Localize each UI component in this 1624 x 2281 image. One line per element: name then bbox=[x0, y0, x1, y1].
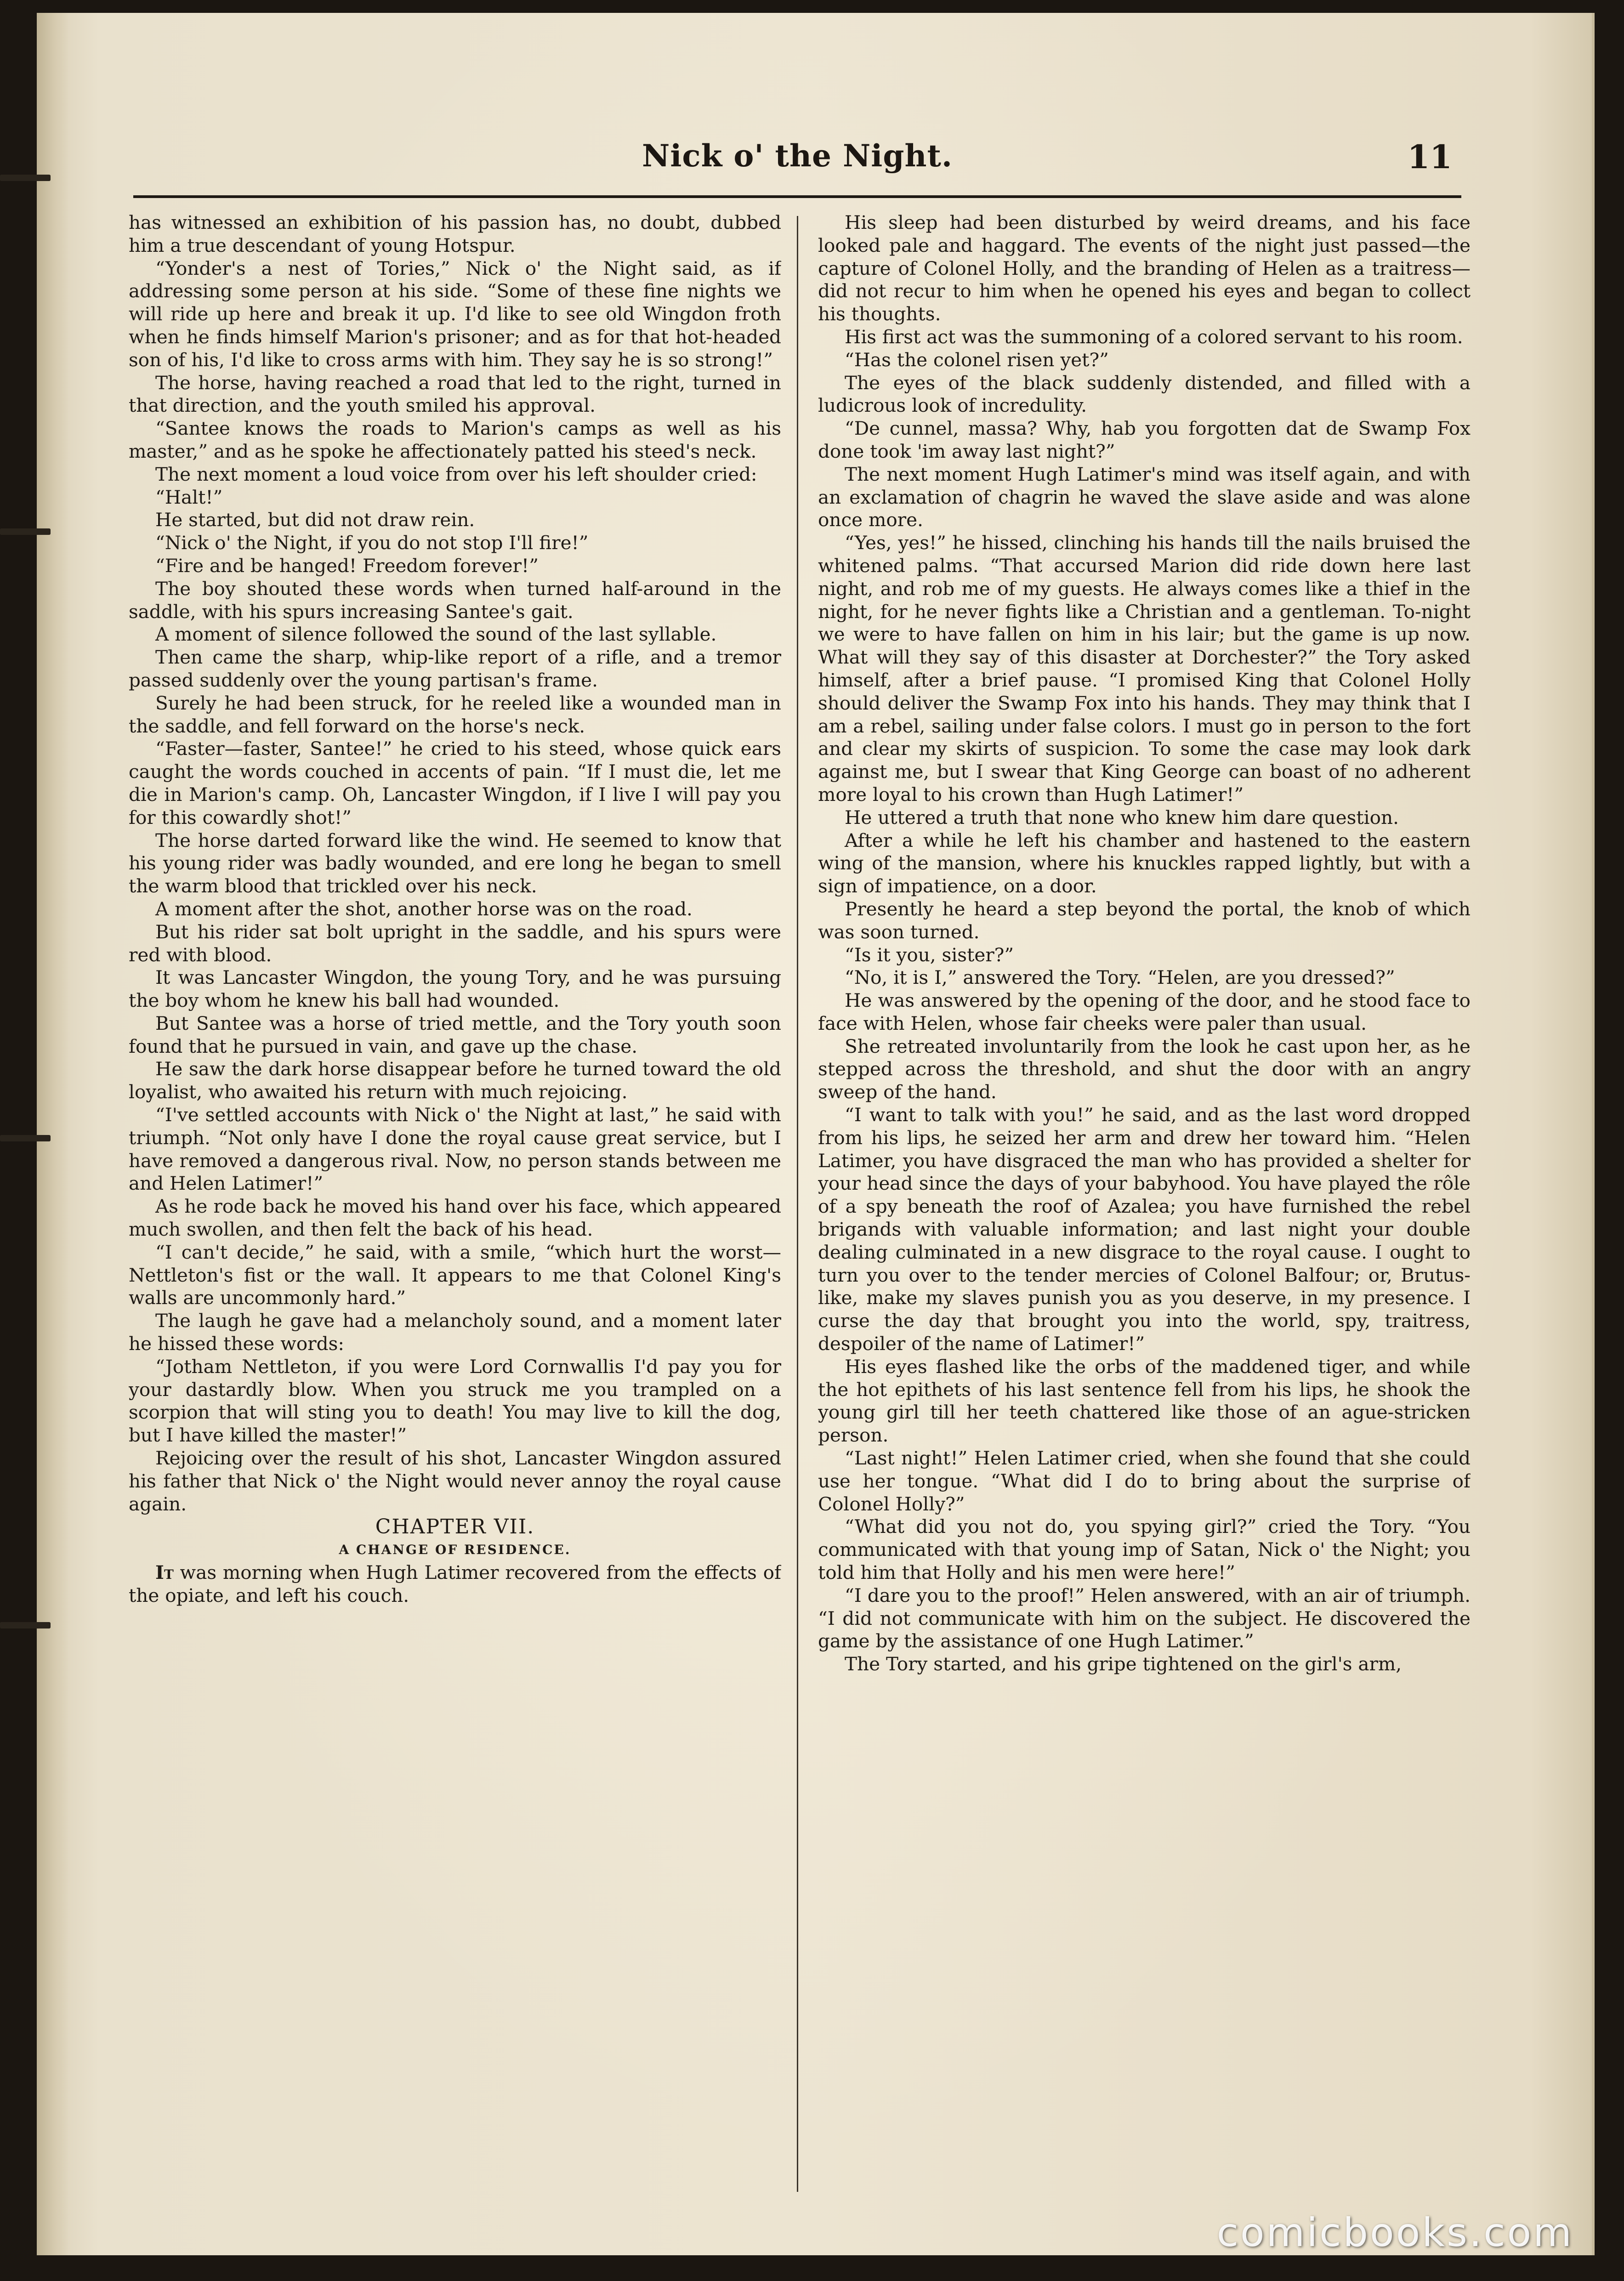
paragraph: “I want to talk with you!” he said, and as the last word dropped from his lips, he seized her arm and drew her toward him. “Helen Latimer, you have disgraced the man who has provided a shelter for your head since the days of your babyhood. You have played the rôle of a spy beneath the roof of Azalea; you have furnished the rebel brigands with valuable information; and last night your double dealing culminated in a new disgrace to the royal cause. I ought to turn you over to the tender mercies of Colonel Balfour; or, Brutus-like, make my slaves punish you as you deserve, in my presence. I curse the day that brought you into the world, spy, traitress, despoiler of the name of Latimer!” bbox=[818, 1104, 1471, 1355]
chapter-subtitle: A CHANGE OF RESIDENCE. bbox=[339, 1542, 571, 1558]
paragraph: “Halt!” bbox=[155, 486, 223, 508]
paragraph: He uttered a truth that none who knew him dare question. bbox=[845, 806, 1399, 828]
paragraph: The eyes of the black suddenly distended, and filled with a ludicrous look of incredulity. bbox=[818, 371, 1471, 417]
page-number: 11 bbox=[1407, 138, 1452, 176]
paragraph: “Santee knows the roads to Marion's camps as well as his master,” and as he spoke he affectionately patted his steed's neck. bbox=[129, 417, 781, 462]
paragraph: His eyes flashed like the orbs of the maddened tiger, and while the hot epithets of his last sentence fell from his lips, he shook the young girl till her teeth chattered like those of an ague-stricken person. bbox=[818, 1355, 1471, 1447]
paragraph: “I've settled accounts with Nick o' the Night at last,” he said with triumph. “Not only have I done the royal cause great service, but I have removed a dangerous rival. Now, no person stands between me and Helen Latimer!” bbox=[129, 1104, 781, 1195]
paragraph: He was answered by the opening of the door, and he stood face to face with Helen, whose fair cheeks were paler than usual. bbox=[818, 989, 1471, 1034]
paragraph: “Faster—faster, Santee!” he cried to his steed, whose quick ears caught the words couched in accents of pain. “If I must die, let me die in Marion's camp. Oh, Lancaster Wingdon, if I live I will pay you for this cowardly shot!” bbox=[129, 738, 781, 828]
paragraph: His first act was the summoning of a colored servant to his room. bbox=[845, 325, 1463, 348]
page-header bbox=[133, 138, 1461, 188]
paragraph: “Has the colonel risen yet?” bbox=[845, 348, 1109, 371]
paragraph: He saw the dark horse disappear before he turned toward the old loyalist, who awaited his return with much rejoicing. bbox=[129, 1058, 781, 1103]
paragraph: “I dare you to the proof!” Helen answered, with an air of triumph. “I did not communicate with him on the subject. He discovered the game by the assistance of one Hugh Latimer.” bbox=[818, 1584, 1471, 1652]
staple-upper bbox=[0, 528, 51, 535]
paragraph: “Yonder's a nest of Tories,” Nick o' the Night said, as if addressing some person at his side. “Some of these fine nights we will ride up here and break it up. I'd like to see old Wingdon froth when he finds himself Marion's prisoner; and as for that hot-headed son of his, I'd like to cross arms with him. They say he is so strong!” bbox=[129, 257, 781, 371]
paragraph: His sleep had been disturbed by weird dreams, and his face looked pale and haggard. The events of the night just passed—the capture of Colonel Holly, and the branding of Helen as a traitress—did not recur to him when he opened his eyes and began to collect his thoughts. bbox=[818, 211, 1471, 325]
paragraph: “What did you not do, you spying girl?” cried the Tory. “You communicated with that young imp of Satan, Nick o' the Night; you told him that Holly and his men were here!” bbox=[818, 1515, 1471, 1584]
paragraph: A moment of silence followed the sound of the last syllable. bbox=[155, 623, 717, 646]
opening-word: It bbox=[155, 1561, 174, 1584]
opening-text: was morning when Hugh Latimer recovered from the effects of the opiate, and left his couch. bbox=[129, 1561, 781, 1606]
header-rule bbox=[133, 195, 1461, 198]
paragraph: But his rider sat bolt upright in the saddle, and his spurs were red with blood. bbox=[129, 920, 781, 966]
paragraph: The horse, having reached a road that led to the right, turned in that direction, and the youth smiled his approval. bbox=[129, 371, 781, 417]
column-divider bbox=[797, 216, 798, 2192]
paragraph: The next moment Hugh Latimer's mind was itself again, and with an exclamation of chagrin he waved the slave aside and was alone once more. bbox=[818, 463, 1471, 531]
chapter-opening-paragraph bbox=[129, 1561, 781, 1607]
paragraph: He started, but did not draw rein. bbox=[155, 509, 475, 531]
paragraph: It was Lancaster Wingdon, the young Tory, and he was pursuing the boy whom he knew his ball had wounded. bbox=[129, 966, 781, 1012]
paragraph: The next moment a loud voice from over his left shoulder cried: bbox=[155, 463, 757, 485]
paragraph: Rejoicing over the result of his shot, Lancaster Wingdon assured his father that Nick o' the Night would never annoy the royal cause again. bbox=[129, 1447, 781, 1515]
paragraph: The horse darted forward like the wind. He seemed to know that his young rider was badly wounded, and ere long he began to smell the warm blood that trickled over his neck. bbox=[129, 829, 781, 897]
chapter-heading: CHAPTER VII. bbox=[375, 1515, 535, 1539]
staple-bottom bbox=[0, 1622, 51, 1628]
paragraph: Presently he heard a step beyond the portal, the knob of which was soon turned. bbox=[818, 897, 1471, 943]
paragraph: Then came the sharp, whip-like report of a rifle, and a tremor passed suddenly over the young partisan's frame. bbox=[129, 646, 781, 691]
paragraph: “Is it you, sister?” bbox=[845, 943, 1014, 966]
paragraph: She retreated involuntarily from the look he cast upon her, as he stepped across the threshold, and shut the door with an angry sweep of the hand. bbox=[818, 1035, 1471, 1103]
paragraph: But Santee was a horse of tried mettle, and the Tory youth soon found that he pursued in vain, and gave up the chase. bbox=[129, 1012, 781, 1057]
paragraph: has witnessed an exhibition of his passion has, no doubt, dubbed him a true descendant of young Hotspur. bbox=[129, 211, 781, 256]
right-column bbox=[818, 211, 1471, 2196]
paragraph: “No, it is I,” answered the Tory. “Helen, are you dressed?” bbox=[845, 966, 1395, 989]
running-title: Nick o' the Night. bbox=[642, 138, 953, 174]
paragraph: “Fire and be hanged! Freedom forever!” bbox=[155, 554, 539, 577]
paragraph: The Tory started, and his gripe tightened on the girl's arm, bbox=[845, 1653, 1402, 1675]
paragraph: Surely he had been struck, for he reeled like a wounded man in the saddle, and fell forward on the horse's neck. bbox=[129, 692, 781, 737]
watermark: comicbooks.com bbox=[1216, 2210, 1573, 2256]
binding-edge bbox=[37, 13, 69, 2255]
paragraph: “Last night!” Helen Latimer cried, when she found that she could use her tongue. “What did I do to bring about the surprise of Colonel Holly?” bbox=[818, 1447, 1471, 1515]
paragraph: “Nick o' the Night, if you do not stop I'll fire!” bbox=[155, 532, 589, 554]
paragraph: “I can't decide,” he said, with a smile, “which hurt the worst—Nettleton's fist or the wall. It appears to me that Colonel King's walls are uncommonly hard.” bbox=[129, 1241, 781, 1309]
paragraph: After a while he left his chamber and hastened to the eastern wing of the mansion, where his knuckles rapped lightly, but with a sign of impatience, on a door. bbox=[818, 829, 1471, 897]
staple-lower bbox=[0, 1135, 51, 1141]
paragraph: “Jotham Nettleton, if you were Lord Cornwallis I'd pay you for your dastardly blow. When you struck me you trampled on a scorpion that will sting you to death! You may live to kill the dog, but I have killed the master!” bbox=[129, 1355, 781, 1447]
paragraph: A moment after the shot, another horse was on the road. bbox=[155, 897, 693, 920]
left-column bbox=[129, 211, 781, 2196]
paragraph: “De cunnel, massa? Why, hab you forgotten dat de Swamp Fox done took 'im away last night?” bbox=[818, 417, 1471, 462]
paragraph: The laugh he gave had a melancholy sound, and a moment later he hissed these words: bbox=[129, 1310, 781, 1355]
paragraph: As he rode back he moved his hand over his face, which appeared much swollen, and then felt the back of his head. bbox=[129, 1195, 781, 1241]
staple-top bbox=[0, 175, 51, 181]
paragraph: The boy shouted these words when turned half-around in the saddle, with his spurs increasing Santee's gait. bbox=[129, 577, 781, 623]
paragraph: “Yes, yes!” he hissed, clinching his hands till the nails bruised the whitened palms. “That accursed Marion did ride down here last night, and rob me of my guests. He always comes like a thief in the night, for he never fights like a Christian and a gentleman. To-night we were to have fallen on him in his lair; but the game is up now. What will they say of this disaster at Dorchester?” the Tory asked himself, after a brief pause. “I promised King that Colonel Holly should deliver the Swamp Fox into his hands. They may think that I am a rebel, sailing under false colors. I must go in person to the fort and clear my skirts of suspicion. To some the case may look dark against me, but I swear that King George can boast of no adherent more loyal to his crown than Hugh Latimer!” bbox=[818, 532, 1471, 806]
